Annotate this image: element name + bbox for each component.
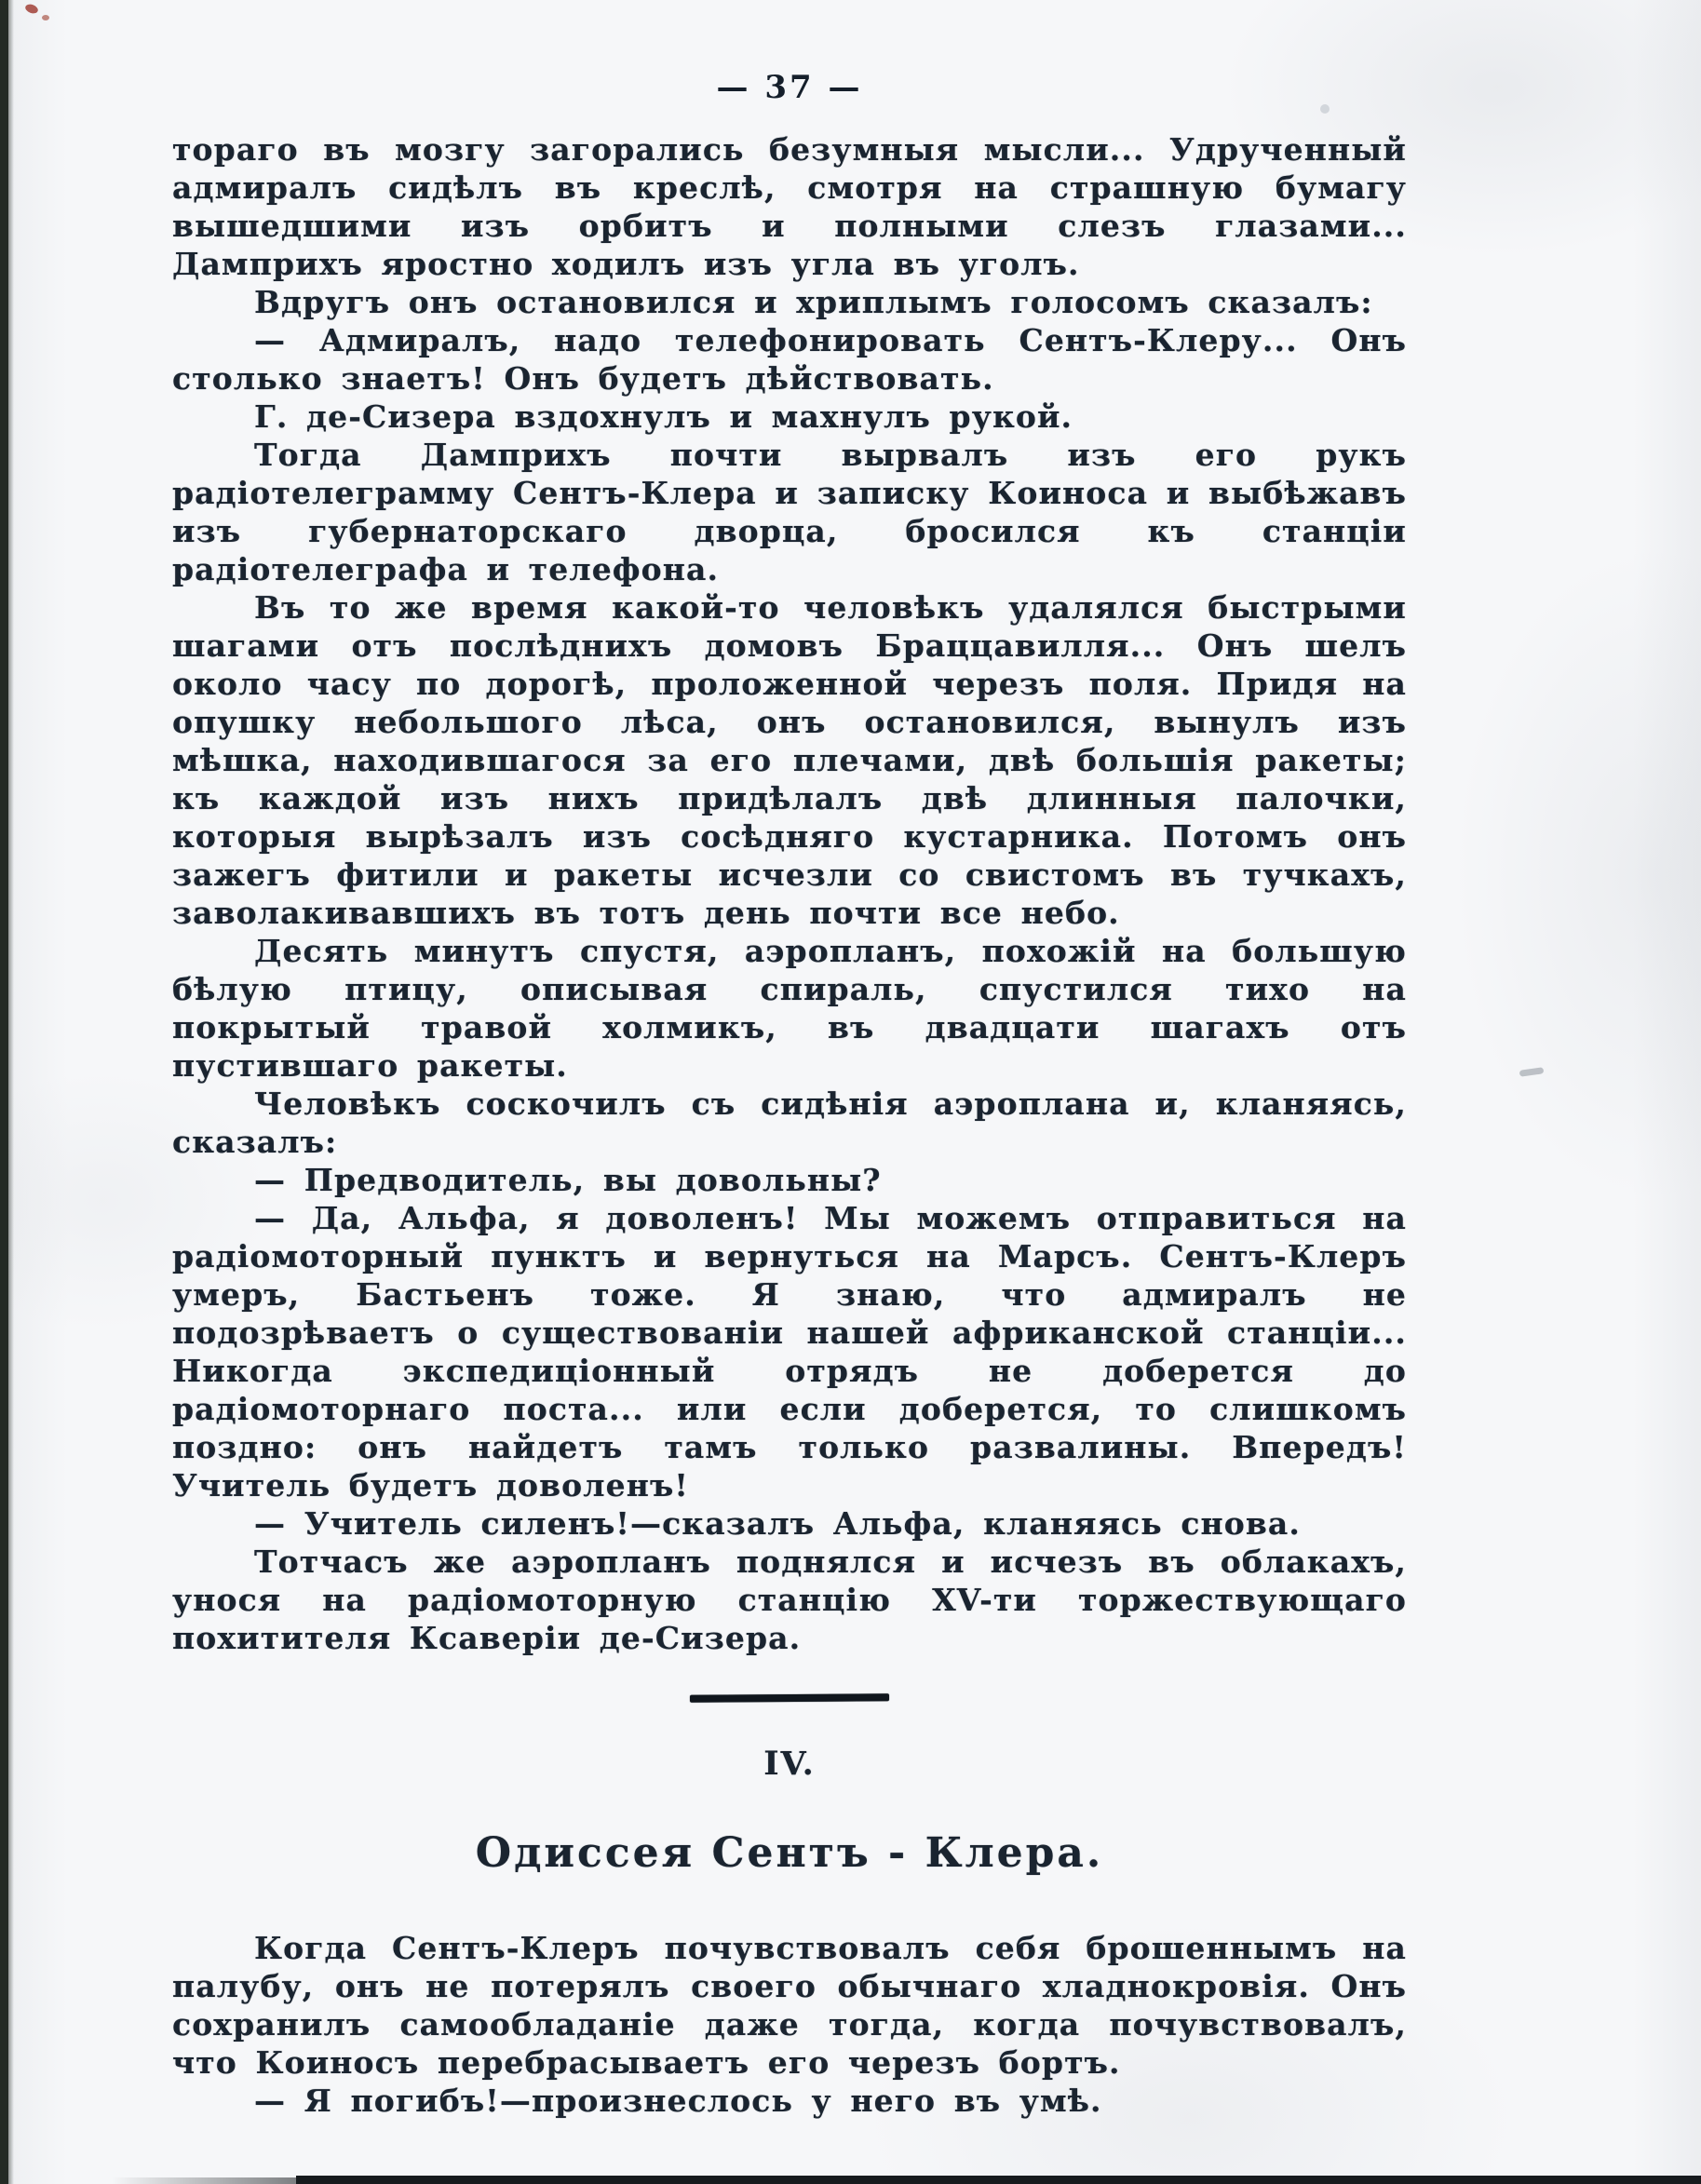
body-text-block xyxy=(172,130,1407,1657)
scan-edge-bottom xyxy=(296,2176,1701,2184)
chapter-title: Одиссея Сентъ - Клера. xyxy=(475,1829,1104,1877)
paragraph: Тотчасъ же аэропланъ поднялся и исчезъ въ облакахъ, унося на радіомоторную станцію XV-ти торжествующаго похитителя Ксаверіи де-Сизера. xyxy=(172,1544,1407,1656)
paragraph: Г. де-Сизера вздохнулъ и махнулъ рукой. xyxy=(254,398,1073,435)
paragraph: — Адмиралъ, надо телефонировать Сентъ-Клеру... Онъ столько знаетъ! Онъ будетъ дѣйствовать. xyxy=(172,322,1407,397)
section-divider-rule xyxy=(690,1693,889,1702)
page-number: — 37 — xyxy=(716,69,863,106)
paragraph: Вдругъ онъ остановился и хриплымъ голосомъ сказалъ: xyxy=(254,284,1373,320)
paragraph: Человѣкъ соскочилъ съ сидѣнія аэроплана и, кланяясь, сказалъ: xyxy=(172,1085,1407,1160)
chapter-section xyxy=(172,1694,1407,2120)
paragraph: — Учитель силенъ!—сказалъ Альфа, кланяясь снова. xyxy=(254,1505,1301,1542)
paragraph: — Я погибъ!—произнеслось у него въ умѣ. xyxy=(254,2083,1102,2119)
scan-edge-left xyxy=(0,0,8,2184)
scan-edge-bottom-shadow xyxy=(112,2177,298,2184)
chapter-numeral: IV. xyxy=(763,1745,816,1783)
paragraph: Десять минутъ спустя, аэропланъ, похожій на большую бѣлую птицу, описывая спираль, спустился тихо на покрытый травой холмикъ, въ двадцати шагахъ отъ пустившаго ракеты. xyxy=(172,933,1407,1084)
paragraph: Когда Сентъ-Клеръ почувствовалъ себя брошеннымъ на палубу, онъ не потерялъ своего обычнаго хладнокровія. Онъ сохранилъ самообладаніе даже тогда, когда почувствовалъ, что Коиносъ перебрасываетъ его черезъ бортъ. xyxy=(172,1930,1407,2081)
paragraph: — Да, Альфа, я доволенъ! Мы можемъ отправиться на радіомоторный пунктъ и вернуться на Марсъ. Сентъ-Клеръ умеръ, Бастьенъ тоже. Я знаю, что адмиралъ не подозрѣваетъ о существованіи нашей африканской станціи... Никогда экспедиціонный отрядъ не доберется до радіомоторнаго поста... или если доберется, то слишкомъ поздно: онъ найдетъ тамъ только развалины. Впередъ! Учитель будетъ доволенъ! xyxy=(172,1200,1407,1503)
paragraph: Въ то же время какой-то человѣкъ удалялся быстрыми шагами отъ послѣднихъ домовъ Браццавилля... Онъ шелъ около часу по дорогѣ, проложенной черезъ поля. Придя на опушку небольшого лѣса, онъ остановился, вынулъ изъ мѣшка, находившагося за его плечами, двѣ большія ракеты; къ каждой изъ нихъ придѣлалъ двѣ длинныя палочки, которыя вырѣзалъ изъ сосѣдняго кустарника. Потомъ онъ зажегъ фитили и ракеты исчезли со свистомъ въ тучкахъ, заволакивавшихъ въ тотъ день почти все небо. xyxy=(172,589,1407,931)
scan-smudge xyxy=(1519,1067,1545,1077)
ink-speck xyxy=(24,3,39,15)
scan-edge-left-shadow xyxy=(8,0,14,2184)
ink-speck xyxy=(42,15,49,20)
paragraph: — Предводитель, вы довольны? xyxy=(254,1162,882,1198)
chapter-opening-text xyxy=(172,1929,1407,2120)
paragraph: тораго въ мозгу загорались безумныя мысли... Удрученный адмиралъ сидѣлъ въ креслѣ, смотря на страшную бумагу вышедшими изъ орбитъ и полными слезъ глазами... Дамприхъ яростно ходилъ изъ угла въ уголъ. xyxy=(172,131,1407,282)
paragraph: Тогда Дамприхъ почти вырвалъ изъ его рукъ радіотелеграмму Сентъ-Клера и записку Коиноса и выбѣжавъ изъ губернаторскаго дворца, бросился къ станціи радіотелеграфа и телефона. xyxy=(172,437,1407,587)
